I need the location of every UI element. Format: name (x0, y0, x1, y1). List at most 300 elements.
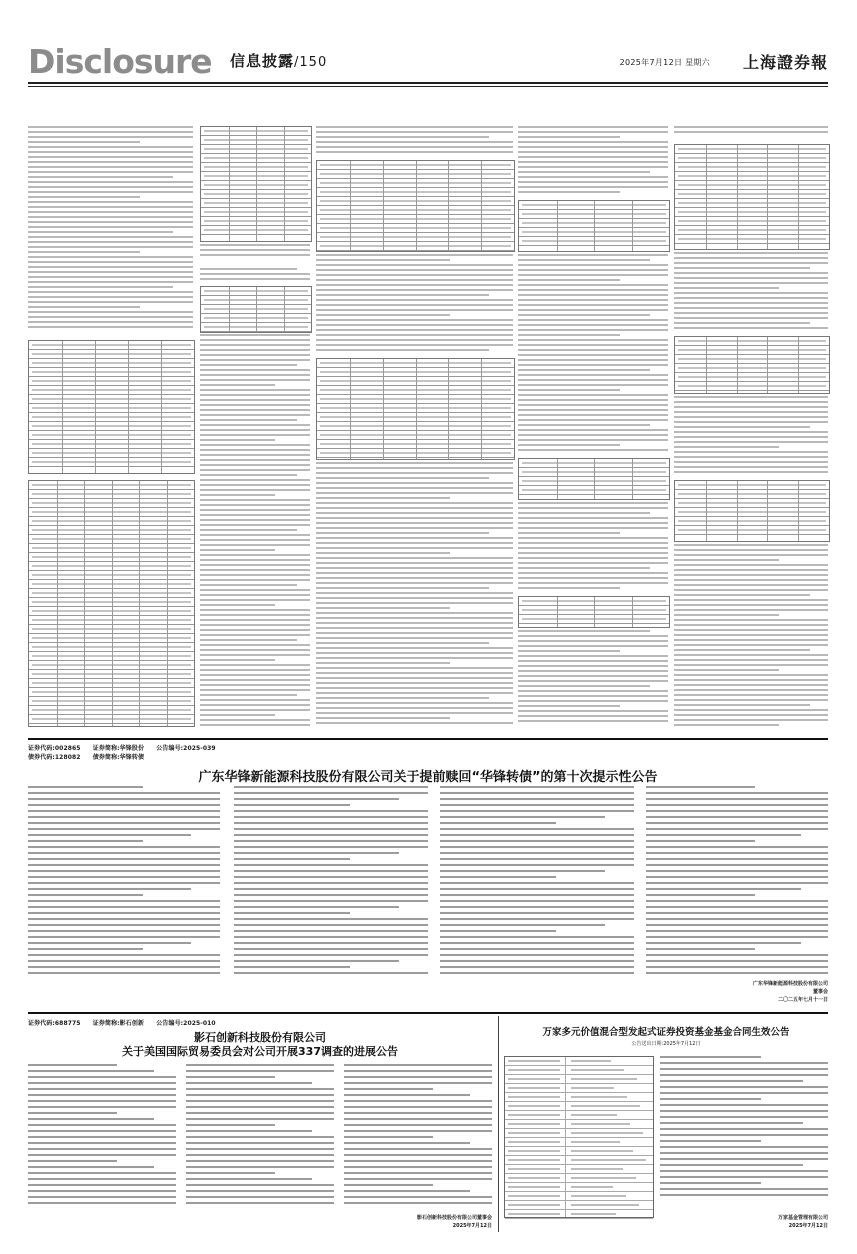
text-line (646, 864, 828, 866)
text-line (440, 804, 634, 806)
text-line (200, 464, 310, 466)
text-line (674, 436, 828, 438)
table-column-line (594, 459, 595, 499)
text-line (344, 1118, 492, 1120)
text-line (674, 564, 828, 566)
text-line (28, 231, 173, 233)
text-line (440, 930, 556, 932)
text-line (674, 649, 810, 651)
text-line (28, 1142, 176, 1144)
horizontal-divider (28, 738, 828, 740)
text-line (186, 1196, 334, 1198)
text-line (440, 810, 634, 812)
text-line (674, 466, 828, 468)
table-cell-text (571, 1060, 611, 1062)
text-line (200, 529, 297, 531)
text-line (674, 669, 779, 671)
text-line (518, 577, 668, 579)
text-line (518, 542, 668, 544)
table-cell-text (571, 1105, 640, 1107)
text-line (316, 607, 450, 609)
text-line (660, 1128, 828, 1130)
text-line (660, 1056, 761, 1058)
text-line (674, 599, 828, 601)
text-line (674, 262, 828, 264)
table-column-line (737, 145, 738, 249)
table-row (29, 350, 194, 359)
text-line (674, 634, 828, 636)
text-column (674, 252, 828, 332)
data-table (200, 286, 312, 333)
table-column-line (112, 481, 113, 726)
text-line (28, 930, 220, 932)
table-cell-text (571, 1159, 646, 1161)
text-line (518, 429, 668, 431)
text-line (518, 557, 668, 559)
text-line (200, 489, 310, 491)
text-line (316, 547, 513, 549)
text-line (344, 1148, 492, 1150)
text-line (200, 714, 275, 716)
text-column (200, 268, 310, 284)
text-line (186, 1130, 312, 1132)
text-line (674, 604, 828, 606)
text-line (316, 692, 513, 694)
text-line (28, 936, 220, 938)
table-column-line (481, 161, 482, 251)
notice-body (28, 786, 828, 986)
table-column-line (557, 597, 558, 627)
text-line (200, 679, 310, 681)
table-cell-text (508, 1186, 560, 1188)
text-line (518, 630, 650, 632)
text-line (316, 627, 513, 629)
text-line (518, 720, 668, 722)
text-line (234, 918, 428, 920)
notice-body (660, 1056, 828, 1206)
text-line (28, 1166, 154, 1168)
text-line (186, 1076, 275, 1078)
table-column-line (383, 161, 384, 251)
text-line (28, 206, 193, 208)
text-line (518, 304, 668, 306)
text-line (200, 709, 310, 711)
text-line (200, 374, 310, 376)
text-line (316, 314, 450, 316)
text-line (200, 659, 275, 661)
table-column-line (95, 341, 96, 473)
table-row (675, 355, 829, 364)
text-line (200, 479, 310, 481)
text-line (28, 966, 220, 968)
text-line (674, 252, 828, 254)
text-line (316, 697, 489, 699)
table-row (505, 1147, 653, 1156)
text-line (646, 960, 828, 962)
text-line (28, 948, 143, 950)
text-line (200, 449, 310, 451)
text-line (660, 1080, 803, 1082)
text-line (28, 266, 193, 268)
text-line (518, 349, 668, 351)
data-table (518, 200, 670, 252)
stock-code: 证券代码:688775 (28, 1020, 81, 1027)
notice-title (28, 1031, 492, 1059)
text-line (316, 126, 513, 128)
text-line (518, 334, 620, 336)
table-cell-text (508, 1060, 560, 1062)
text-line (660, 1194, 828, 1196)
text-line (646, 786, 755, 788)
table-row (29, 404, 194, 413)
text-line (518, 409, 668, 411)
text-line (200, 484, 310, 486)
text-line (440, 948, 634, 950)
table-column-line (448, 359, 449, 459)
text-line (344, 1106, 492, 1108)
notice-body (28, 1064, 492, 1214)
text-line (234, 972, 428, 974)
text-line (518, 685, 650, 687)
text-line (28, 306, 140, 308)
notice-signoff (753, 980, 828, 1004)
text-line (344, 1184, 433, 1186)
text-line (200, 594, 310, 596)
table-column-line (767, 337, 768, 393)
text-line (200, 344, 310, 346)
text-line (660, 1068, 828, 1070)
text-line (316, 612, 513, 614)
notice-column (344, 1064, 492, 1212)
text-line (646, 954, 828, 956)
text-line (186, 1088, 334, 1090)
text-line (440, 888, 634, 890)
text-line (28, 840, 143, 842)
text-line (344, 1172, 492, 1174)
text-line (200, 569, 310, 571)
text-line (186, 1070, 334, 1072)
text-line (518, 404, 668, 406)
table-cell-text (508, 1150, 560, 1152)
text-line (234, 906, 399, 908)
text-line (518, 141, 668, 143)
text-line (660, 1086, 828, 1088)
text-line (200, 674, 310, 676)
text-line (200, 414, 310, 416)
text-line (316, 672, 513, 674)
text-line (316, 637, 513, 639)
text-line (518, 364, 668, 366)
text-column (674, 544, 828, 729)
notice-signoff (778, 1214, 828, 1230)
table-row (505, 1138, 653, 1147)
text-line (200, 474, 297, 476)
text-line (28, 226, 193, 228)
text-line (186, 1136, 334, 1138)
text-line (28, 216, 193, 218)
text-line (440, 786, 634, 788)
text-line (200, 589, 310, 591)
text-line (440, 822, 556, 824)
text-line (646, 900, 828, 902)
text-line (316, 552, 450, 554)
text-line (234, 822, 428, 824)
text-line (234, 954, 428, 956)
table-row (29, 431, 194, 440)
text-line (234, 876, 428, 878)
text-line (518, 645, 668, 647)
text-line (646, 882, 828, 884)
text-line (316, 682, 513, 684)
text-line (344, 1094, 470, 1096)
text-line (440, 840, 634, 842)
table-row (675, 382, 829, 391)
text-line (518, 399, 668, 401)
table-row (675, 235, 829, 244)
text-column (674, 396, 828, 476)
table-cell-text (508, 1168, 560, 1170)
text-line (28, 326, 193, 328)
text-line (186, 1100, 334, 1102)
text-line (518, 146, 668, 148)
text-line (440, 882, 634, 884)
text-line (28, 924, 220, 926)
text-line (440, 846, 634, 848)
table-cell-text (571, 1213, 616, 1215)
table-cell-text (571, 1186, 613, 1188)
text-line (646, 888, 801, 890)
text-line (28, 942, 191, 944)
text-line (674, 724, 779, 726)
text-line (200, 554, 310, 556)
text-line (518, 314, 650, 316)
text-line (518, 675, 668, 677)
text-line (28, 822, 220, 824)
text-line (234, 870, 428, 872)
text-line (200, 273, 310, 275)
data-table (316, 160, 515, 252)
notice-signoff (417, 1214, 492, 1230)
text-line (674, 574, 828, 576)
text-line (200, 369, 310, 371)
text-line (674, 549, 828, 551)
text-line (28, 246, 193, 248)
text-line (660, 1182, 761, 1184)
text-line (28, 882, 220, 884)
text-line (440, 852, 634, 854)
table-row (675, 499, 829, 508)
text-line (518, 284, 668, 286)
text-line (660, 1188, 828, 1190)
text-line (344, 1088, 433, 1090)
text-line (674, 312, 828, 314)
text-line (234, 942, 428, 944)
text-line (674, 579, 828, 581)
text-line (518, 635, 668, 637)
text-line (674, 664, 828, 666)
text-line (316, 151, 513, 153)
stock-short-name: 证券简称:华锋股份 (92, 745, 145, 752)
text-line (234, 948, 428, 950)
text-line (660, 1104, 828, 1106)
text-line (28, 311, 193, 313)
table-column-line (128, 341, 129, 473)
table-column-line (706, 145, 707, 249)
table-row (29, 368, 194, 377)
text-line (234, 816, 428, 818)
text-line (316, 667, 513, 669)
text-line (674, 719, 828, 721)
text-line (200, 604, 275, 606)
text-line (28, 271, 193, 273)
text-line (518, 434, 668, 436)
text-line (200, 514, 310, 516)
text-line (316, 339, 513, 341)
text-line (316, 467, 513, 469)
table-column-line (565, 1057, 566, 1217)
text-line (28, 972, 220, 974)
text-line (28, 906, 220, 908)
table-row (505, 1102, 653, 1111)
text-line (674, 544, 828, 546)
text-line (344, 1076, 492, 1078)
text-line (674, 471, 828, 473)
text-line (200, 244, 310, 246)
table-row (29, 395, 194, 404)
text-line (316, 617, 513, 619)
text-line (28, 852, 220, 854)
text-line (674, 629, 828, 631)
table-row (675, 337, 829, 346)
text-line (316, 334, 513, 336)
table-cell-text (571, 1114, 617, 1116)
text-line (518, 186, 668, 188)
text-line (646, 846, 828, 848)
text-line (316, 477, 489, 479)
text-line (200, 339, 310, 341)
text-line (28, 196, 140, 198)
text-line (200, 524, 310, 526)
text-line (344, 1136, 433, 1138)
text-line (316, 597, 513, 599)
text-column (200, 334, 310, 729)
table-cell-text (571, 1141, 620, 1143)
newspaper-name: 上海證券報 (742, 53, 828, 72)
text-line (186, 1154, 334, 1156)
text-line (316, 141, 513, 143)
text-line (200, 424, 310, 426)
text-line (518, 344, 668, 346)
text-line (646, 972, 828, 974)
signoff-date: 2025年7月12日 (452, 1223, 492, 1229)
text-line (316, 512, 513, 514)
text-line (660, 1098, 761, 1100)
text-line (200, 409, 310, 411)
text-line (518, 522, 668, 524)
table-column-line (383, 359, 384, 459)
text-line (518, 339, 668, 341)
text-column (518, 254, 668, 454)
signoff-company: 万家基金管理有限公司 (777, 1215, 828, 1221)
text-line (28, 126, 193, 128)
text-line (316, 136, 489, 138)
text-line (646, 870, 828, 872)
text-line (200, 624, 310, 626)
table-column-line (737, 481, 738, 541)
text-line (518, 655, 668, 657)
text-line (200, 359, 310, 361)
text-line (674, 441, 828, 443)
text-line (646, 840, 755, 842)
text-line (28, 1064, 117, 1066)
text-line (440, 858, 634, 860)
text-line (674, 446, 779, 448)
table-row (675, 181, 829, 190)
masthead-rule-thin (28, 86, 828, 87)
text-line (28, 321, 193, 323)
text-line (518, 449, 668, 451)
text-line (518, 131, 668, 133)
text-line (200, 669, 310, 671)
text-line (316, 254, 513, 256)
text-line (674, 624, 828, 626)
text-column (200, 244, 310, 262)
text-line (186, 1142, 334, 1144)
text-line (674, 307, 828, 309)
table-column-line (229, 287, 230, 332)
text-line (316, 329, 513, 331)
text-line (646, 810, 828, 812)
text-line (316, 712, 513, 714)
announcement-number: 公告编号:2025-039 (156, 745, 216, 752)
table-cell-text (508, 1195, 560, 1197)
text-line (518, 552, 668, 554)
text-line (316, 279, 513, 281)
text-line (440, 918, 634, 920)
text-line (674, 267, 810, 269)
table-row (505, 1093, 653, 1102)
text-line (518, 354, 668, 356)
table-row (675, 364, 829, 373)
text-line (186, 1094, 334, 1096)
text-line (674, 426, 810, 428)
table-column-line (767, 145, 768, 249)
table-row (505, 1183, 653, 1192)
text-line (518, 269, 668, 271)
text-line (518, 176, 668, 178)
text-line (440, 972, 634, 974)
text-line (674, 322, 810, 324)
text-line (316, 274, 513, 276)
text-line (28, 846, 220, 848)
text-line (518, 414, 668, 416)
table-column-line (350, 359, 351, 459)
table-row (29, 422, 194, 431)
text-line (518, 439, 668, 441)
table-column-line (706, 337, 707, 393)
text-line (234, 840, 428, 842)
notice-column (234, 786, 428, 980)
text-line (234, 966, 350, 968)
text-line (518, 389, 620, 391)
text-line (200, 614, 310, 616)
text-line (316, 557, 513, 559)
text-line (518, 710, 668, 712)
text-line (200, 254, 310, 256)
text-line (28, 876, 220, 878)
stock-code: 证券代码:002865 (28, 745, 81, 752)
text-line (28, 1112, 117, 1114)
